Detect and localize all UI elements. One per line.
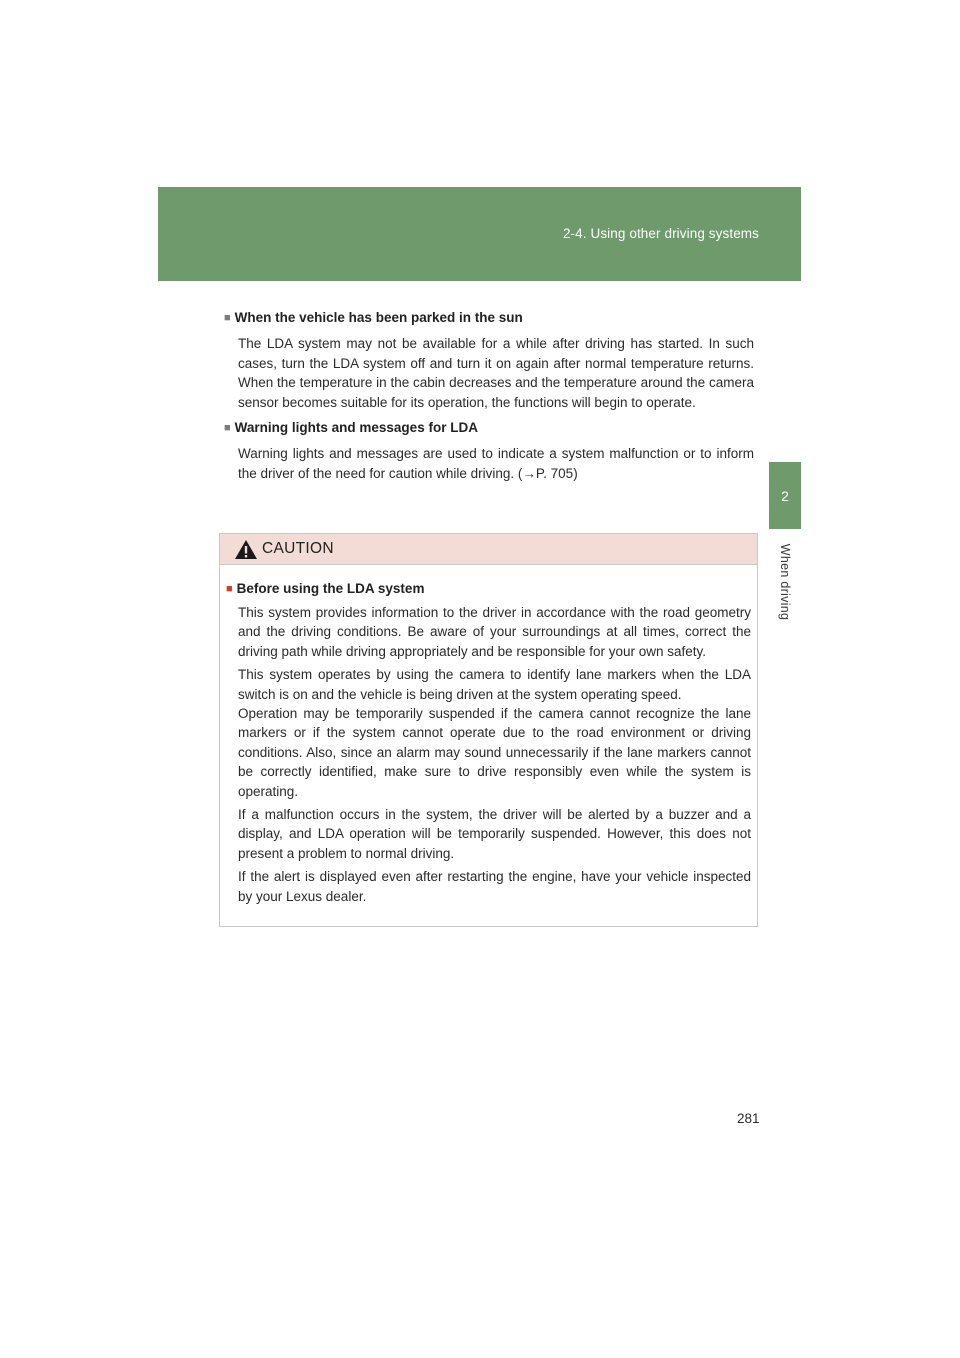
caution-heading-text: Before using the LDA system [236, 581, 425, 596]
caution-paragraph: If the alert is displayed even after restarting the engine, have your vehicle inspected by your Lexus dealer. [238, 869, 751, 904]
chapter-tab [769, 462, 801, 529]
section-heading [224, 308, 754, 328]
caution-paragraph: If a malfunction occurs in the system, the driver will be alerted by a buzzer and a display, and LDA operation will be temporarily suspended. However, this does not present a problem to normal driving. [238, 807, 751, 861]
caution-box [219, 533, 758, 927]
caution-body [220, 565, 757, 906]
section-body: The LDA system may not be available for a while after driving has started. In such cases, turn the LDA system off and turn it on again after normal temperature returns. When the temperature in the cabin decreases and the temperature around the camera sensor becomes suitable for its operation, the functions will begin to operate. [238, 336, 754, 410]
header-band [158, 187, 801, 281]
warning-triangle-icon [234, 539, 258, 560]
main-content [224, 308, 754, 489]
caution-header [220, 534, 757, 565]
square-bullet-icon: ■ [226, 583, 233, 595]
caution-heading [226, 579, 751, 599]
square-bullet-icon: ■ [224, 422, 231, 434]
section-title: 2-4. Using other driving systems [562, 226, 759, 241]
caution-title: CAUTION [262, 540, 334, 557]
section-heading [224, 418, 754, 438]
caution-paragraph: This system operates by using the camera to identify lane markers when the LDA switch is on and the vehicle is being driven at the system operating speed. [238, 667, 751, 702]
square-bullet-icon: ■ [224, 312, 231, 324]
chapter-label: When driving [778, 543, 792, 621]
section-heading-text: When the vehicle has been parked in the sun [234, 310, 523, 325]
caution-paragraph: This system provides information to the driver in accordance with the road geometry and the driving conditions. Be aware of your surroundings at all times, correct the driving path while driving appropriately and be responsible for your own safety. [238, 605, 751, 659]
page-number: 281 [737, 1111, 760, 1126]
chapter-number: 2 [781, 487, 789, 504]
section-heading-text: Warning lights and messages for LDA [234, 420, 478, 435]
caution-paragraph: Operation may be temporarily suspended if the camera cannot recognize the lane markers or if the system cannot operate due to the road environment or driving conditions. Also, since an alarm may sound unnecessarily if the lane markers cannot be correctly identified, make sure to drive responsibly even while the system is operating. [238, 706, 751, 799]
section-body: Warning lights and messages are used to indicate a system malfunction or to inform the driver of the need for caution while driving. (→P. 705) [238, 446, 754, 481]
